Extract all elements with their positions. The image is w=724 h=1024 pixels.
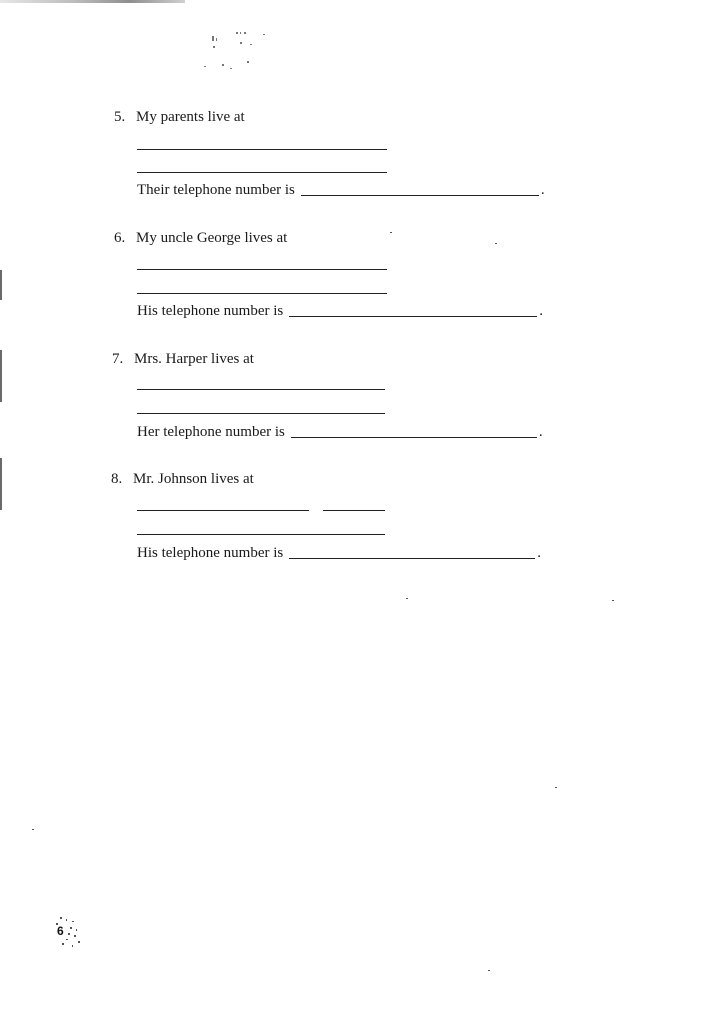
binding-mark (0, 270, 2, 300)
address-line-1[interactable] (137, 389, 385, 390)
address-line-2[interactable] (137, 413, 385, 414)
scan-dot (612, 600, 614, 601)
phone-label: Her telephone number is (137, 424, 285, 440)
question-7 (112, 350, 254, 368)
question-lead: Mrs. Harper lives at (134, 351, 254, 367)
scan-speckle-marks (200, 28, 280, 73)
question-6 (114, 229, 287, 247)
question-5 (114, 108, 245, 126)
period: . (539, 303, 543, 319)
scan-dot (555, 787, 557, 788)
binding-mark (0, 458, 2, 510)
address-line-1-end[interactable] (323, 510, 385, 511)
question-number: 7. (112, 351, 124, 367)
scan-dot (488, 970, 490, 971)
phone-row-7 (137, 423, 543, 441)
phone-number-blank[interactable] (301, 181, 539, 196)
page-number-badge (54, 915, 88, 949)
question-number: 6. (114, 230, 126, 246)
period: . (537, 545, 541, 561)
question-8 (111, 470, 254, 488)
scan-dot (495, 243, 497, 244)
address-line-1[interactable] (137, 149, 387, 150)
phone-number-blank[interactable] (289, 544, 535, 559)
scan-dot (406, 598, 408, 599)
scan-dot (32, 829, 34, 830)
phone-row-5 (137, 181, 545, 199)
address-line-2[interactable] (137, 293, 387, 294)
phone-label: His telephone number is (137, 545, 284, 561)
period: . (538, 424, 543, 440)
scan-edge-shadow (0, 0, 185, 3)
address-line-2[interactable] (137, 172, 387, 173)
binding-mark (0, 350, 2, 402)
address-line-2[interactable] (137, 534, 385, 535)
phone-number-blank[interactable] (289, 302, 537, 317)
question-lead: My parents live at (136, 109, 245, 125)
phone-label: His telephone number is (137, 303, 284, 319)
question-lead: Mr. Johnson lives at (133, 471, 254, 487)
scan-dot (390, 232, 392, 233)
phone-number-blank[interactable] (291, 423, 537, 438)
question-number: 5. (114, 109, 126, 125)
address-line-1[interactable] (137, 269, 387, 270)
phone-label: Their telephone number is (137, 182, 295, 198)
phone-row-6 (137, 302, 543, 320)
page-number: 6 (57, 924, 64, 938)
question-number: 8. (111, 471, 123, 487)
address-line-1[interactable] (137, 510, 309, 511)
phone-row-8 (137, 544, 541, 562)
question-lead: My uncle George lives at (136, 230, 288, 246)
period: . (540, 182, 545, 198)
